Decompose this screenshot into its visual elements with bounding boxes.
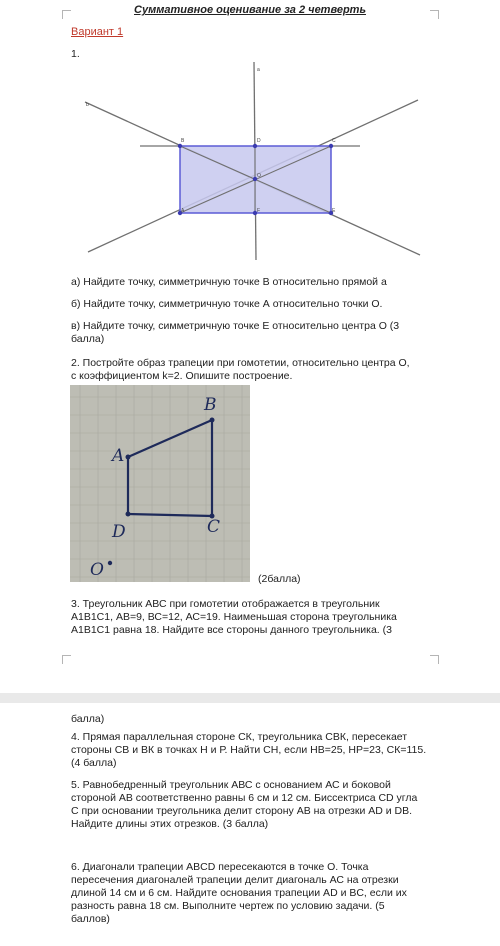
task1-b: б) Найдите точку, симметричную точке А относительно точки О. [71, 298, 383, 310]
task4-line3: (4 балла) [71, 757, 117, 769]
page-separator [0, 693, 500, 703]
task1-c-line2: балла) [71, 333, 105, 345]
task2-points: (2балла) [258, 573, 301, 585]
task3-line3: А1В1С1 равна 18. Найдите все стороны данного треугольника. (3 [71, 624, 392, 636]
task2-line2: с коэффициентом k=2. Опишите построение. [71, 370, 293, 382]
task2-line1: 2. Постройте образ трапеции при гомотетии, относительно центра О, [71, 357, 410, 369]
label-B: B [181, 138, 185, 144]
task6-line2: пересечения диагоналей трапеции делит диагональ АС на отрезки [71, 874, 399, 886]
label-b: b [86, 102, 89, 108]
task1-c-line1: в) Найдите точку, симметричную точке Е относительно центра О (3 [71, 320, 400, 332]
task6-line5: баллов) [71, 913, 110, 925]
sketch-label-C: C [207, 517, 221, 537]
task3-line1: 3. Треугольник АВС при гомотетии отображается в треугольник [71, 598, 380, 610]
task4-line1: 4. Прямая параллельная стороне СК, треугольника СВК, пересекает [71, 731, 408, 743]
task6-line4: разность равна 18 см. Выполните чертеж по условию задачи. (5 [71, 900, 385, 912]
label-a: a [257, 67, 260, 73]
sketch-label-O: O [90, 560, 104, 580]
label-E: E [332, 208, 336, 214]
page-corner-mark [430, 655, 439, 664]
sketch-label-B: B [204, 395, 217, 415]
label-D: D [257, 138, 261, 144]
task5-line4: Найдите длины этих отрезков. (3 балла) [71, 818, 269, 830]
document-page-2 [0, 703, 500, 946]
task6-line3: длиной 14 см и 6 см. Найдите основания трапеции AD и BC, если их [71, 887, 407, 899]
page-corner-mark [62, 655, 71, 664]
label-F: F [257, 208, 261, 214]
sketch-label-A: A [112, 446, 125, 466]
task5-line1: 5. Равнобедренный треугольник АВС с основанием АС и боковой [71, 779, 391, 791]
sketch-labels [90, 395, 220, 580]
task4-line2: стороны СВ и ВК в точках Н и Р. Найти СН, если НВ=25, НР=23, СК=115. [71, 744, 427, 756]
trapezoid-sketch [70, 385, 250, 582]
label-O: O [257, 173, 261, 179]
label-A: A [181, 208, 185, 214]
sketch-label-D: D [112, 522, 126, 542]
task5-line3: С при основании треугольника делит сторону АВ на отрезки AD и DB. [71, 805, 413, 817]
point-D [253, 144, 257, 148]
task1-number: 1. [71, 48, 80, 60]
trapezoid-photo [70, 385, 250, 582]
variant-label: Вариант 1 [71, 26, 124, 38]
point-B [178, 144, 182, 148]
point-C [329, 144, 333, 148]
task5-line2: стороной АВ соответственно равны 6 см и 12 см. Биссектриса CD угла [71, 792, 418, 804]
page-title: Суммативное оценивание за 2 четверть [134, 4, 366, 16]
task1-a: а) Найдите точку, симметричную точке В относительно прямой а [71, 276, 387, 288]
symmetry-figure [0, 62, 500, 262]
task6-line1: 6. Диагонали трапеции ABCD пересекаются в точке О. Точка [71, 861, 369, 873]
label-C: C [332, 138, 336, 144]
task3-line2: А1В1С1, АВ=9, ВС=12, АС=19. Наименьшая сторона треугольника [71, 611, 397, 623]
task3-line4: балла) [71, 713, 105, 725]
